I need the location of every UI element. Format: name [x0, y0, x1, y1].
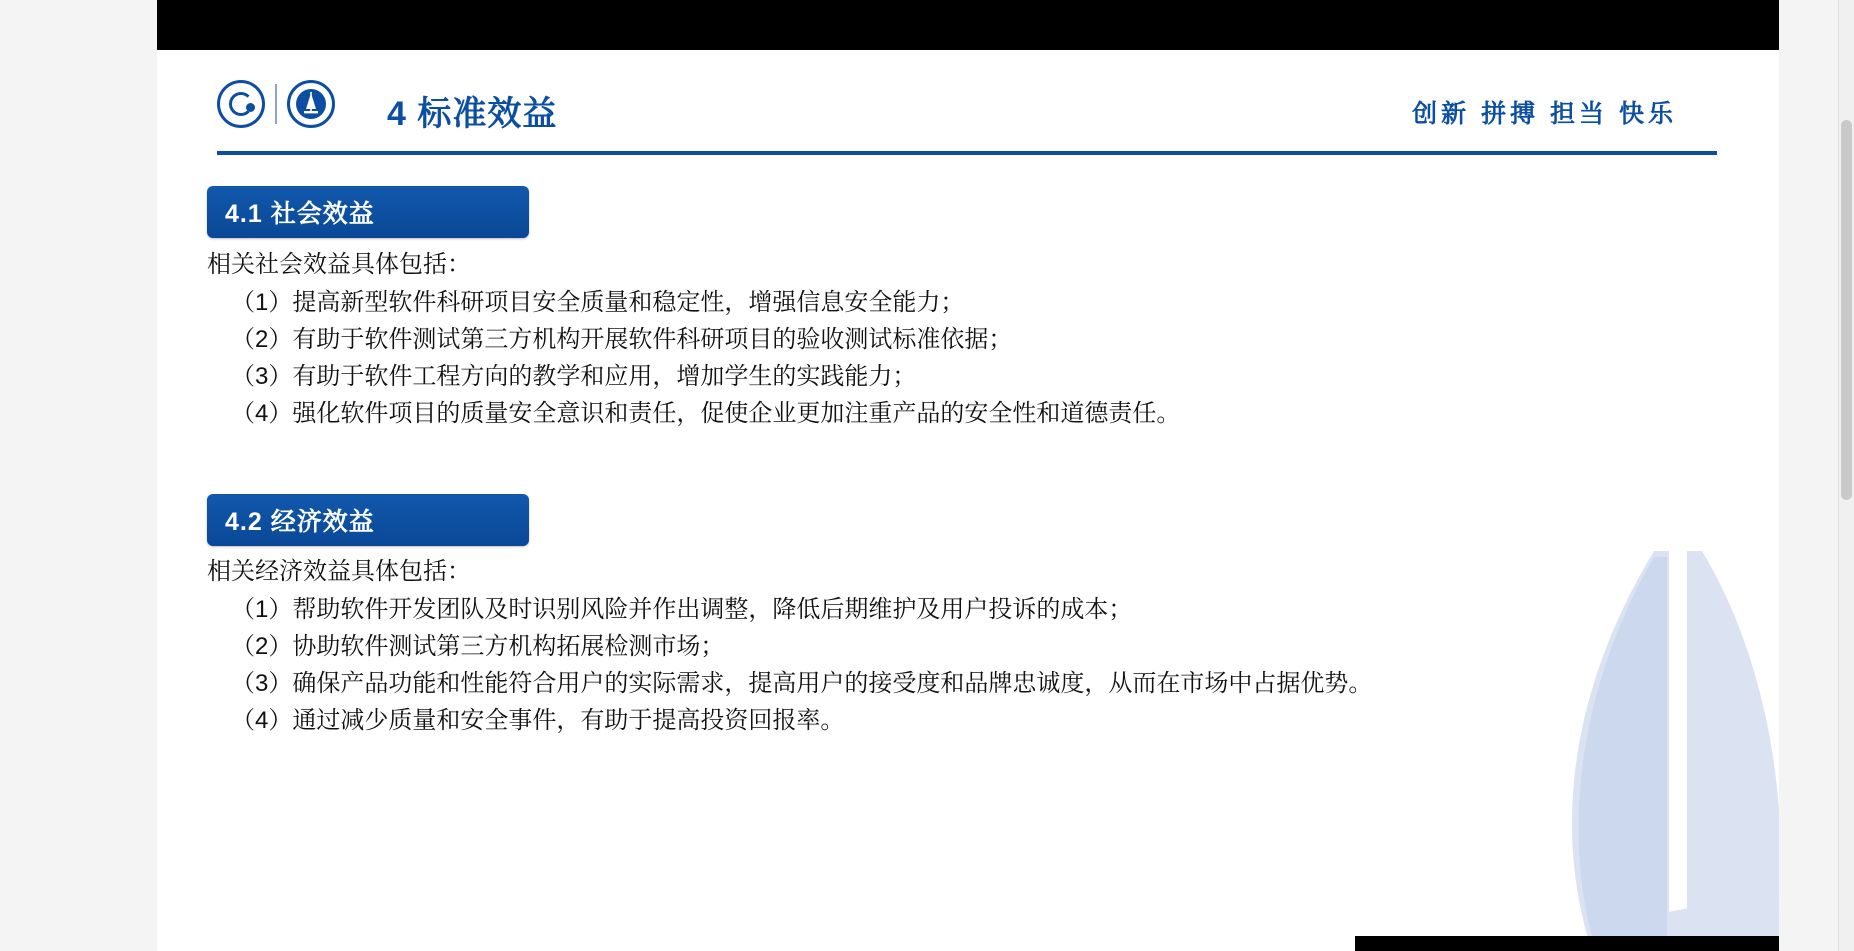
list-item: （3）有助于软件工程方向的教学和应用，增加学生的实践能力；	[231, 363, 917, 390]
logo-group	[217, 80, 335, 128]
section-lead: 相关社会效益具体包括：	[207, 251, 471, 278]
list-item: （1）帮助软件开发团队及时识别风险并作出调整，降低后期维护及用户投诉的成本；	[231, 596, 1133, 623]
header-slogan: 创新 拼搏 担当 快乐	[1412, 100, 1677, 128]
cc-circle-logo-icon	[217, 80, 265, 128]
scrollbar-thumb[interactable]	[1841, 120, 1852, 500]
section-body-social	[207, 248, 1727, 434]
section-body-economic	[207, 555, 1727, 741]
section-banner-label: 4.1 社会效益	[225, 200, 375, 228]
list-item: （2）有助于软件测试第三方机构开展软件科研项目的验收测试标准依据；	[231, 326, 1013, 353]
section-banner-label: 4.2 经济效益	[225, 508, 375, 536]
list-item: （2）协助软件测试第三方机构拓展检测市场；	[231, 633, 725, 660]
list-item: （4）强化软件项目的质量安全意识和责任，促使企业更加注重产品的安全性和道德责任。	[231, 400, 1181, 427]
page-title: 4 标准效益	[387, 95, 558, 133]
section-banner-economic	[207, 494, 529, 546]
vertical-scrollbar[interactable]	[1838, 0, 1854, 951]
institute-seal-logo-icon	[287, 80, 335, 128]
header-divider	[217, 151, 1717, 155]
list-item: （1）提高新型软件科研项目安全质量和稳定性，增强信息安全能力；	[231, 289, 965, 316]
bottom-black-band	[1355, 936, 1779, 951]
logo-divider	[275, 84, 277, 124]
top-black-band	[157, 0, 1779, 50]
list-item: （4）通过减少质量和安全事件，有助于提高投资回报率。	[231, 707, 845, 734]
slide-canvas	[157, 0, 1779, 951]
list-item: （3）确保产品功能和性能符合用户的实际需求，提高用户的接受度和品牌忠诚度，从而在市场中占据优势。	[231, 670, 1373, 697]
section-lead: 相关经济效益具体包括：	[207, 558, 471, 585]
slide-header	[217, 72, 1717, 160]
left-margin	[0, 0, 157, 951]
section-banner-social	[207, 186, 529, 238]
